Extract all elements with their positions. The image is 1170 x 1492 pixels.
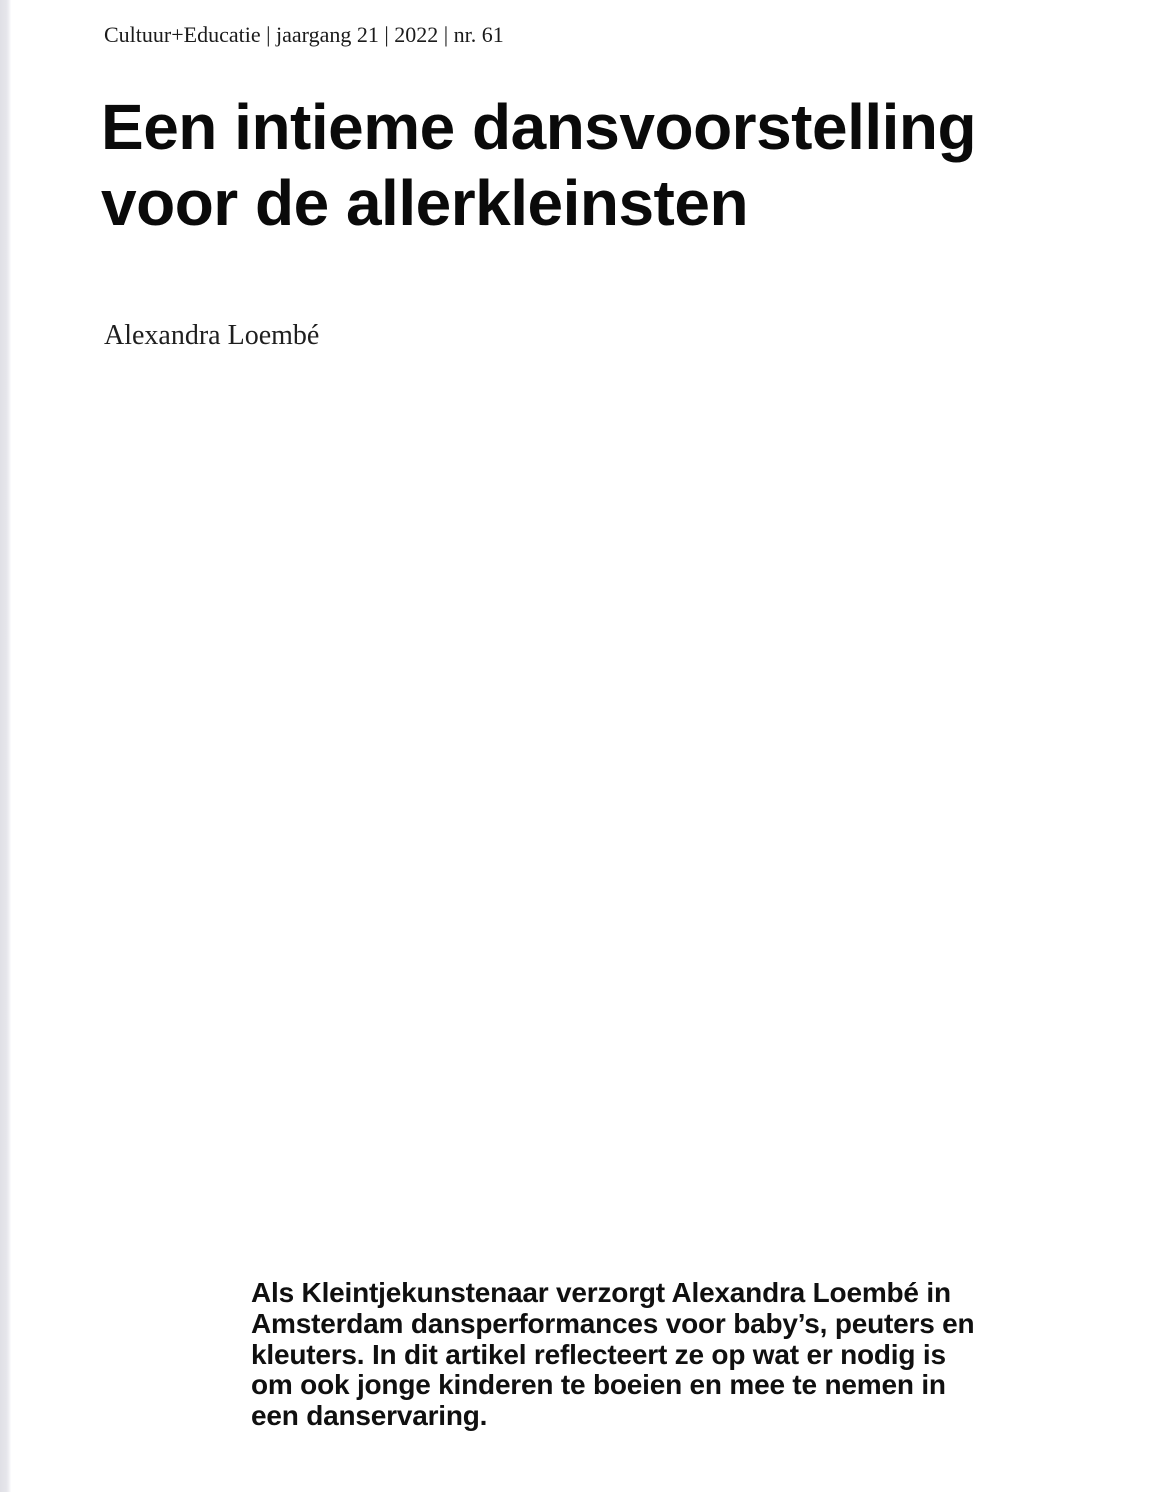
abstract-paragraph <box>251 1278 974 1432</box>
abstract-line: Amsterdam dansperformances voor baby’s, peuters en <box>251 1307 975 1339</box>
journal-header: Cultuur+Educatie | jaargang 21 | 2022 | nr. 61 <box>104 22 504 47</box>
page-edge-shadow <box>0 0 11 1492</box>
article-title-line-1: Een intieme dansvoorstelling <box>101 91 977 163</box>
author-name: Alexandra Loembé <box>104 320 320 351</box>
abstract-line: kleuters. In dit artikel reflecteert ze op wat er nodig is <box>251 1338 946 1370</box>
article-title <box>101 89 976 241</box>
article-title-line-2: voor de allerkleinsten <box>101 167 749 239</box>
abstract-line: Als Kleintjekunstenaar verzorgt Alexandra Loembé in <box>251 1277 951 1308</box>
abstract-line: om ook jonge kinderen te boeien en mee te nemen in <box>251 1369 946 1401</box>
abstract-line: een danservaring. <box>251 1400 488 1432</box>
